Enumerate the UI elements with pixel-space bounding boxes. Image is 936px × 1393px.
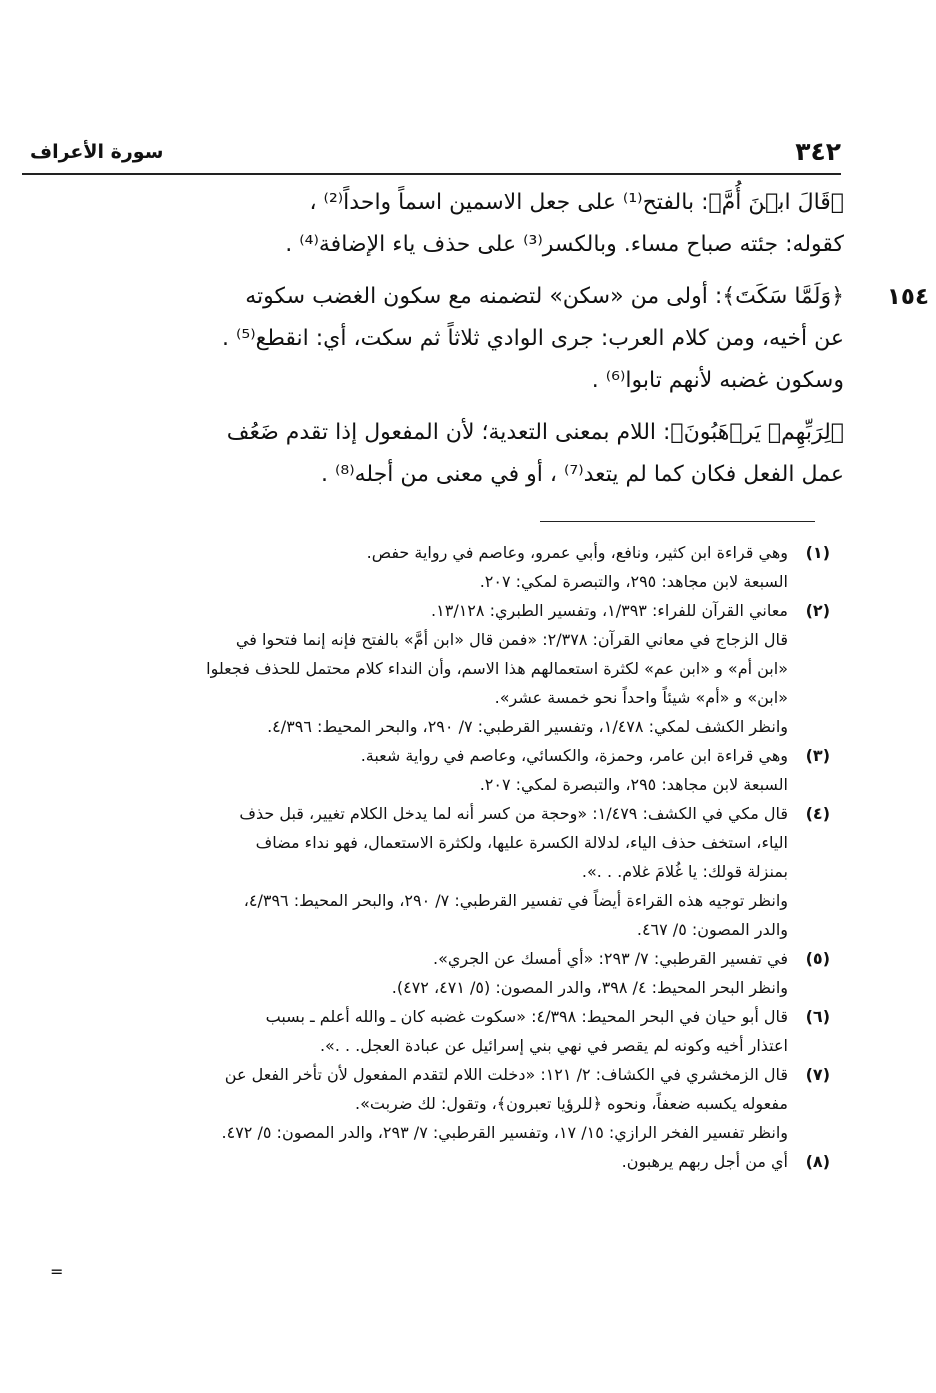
footnote-line: «ابن أم» و «ابن عم» لكثرة استعمالهم هذا الاسم، وأن النداء كلام محتمل للحذف فجعلوا (206, 659, 788, 678)
footnote-line: السبعة لابن مجاهد: ٢٩٥، والتبصرة لمكي: ٢٠٧. (479, 775, 788, 794)
commentary-paragraph (55, 276, 929, 402)
verse-number: ١٥٤ (886, 284, 929, 310)
footnote-number: (٨) (805, 1152, 830, 1171)
footnote-line: وانظر الكشف لمكي: ١/٤٧٨، وتفسير القرطبي: ٧/ ٢٩٠، والبحر المحيط: ٤/٣٩٦. (267, 717, 788, 736)
footnote-line: والدر المصون: ٥/ ٤٦٧. (636, 920, 788, 939)
commentary-line: ﴿قَالَ ابۡنَ أُمَّ﴾: بالفتح⁽¹⁾ على جعل الاسمين اسماً واحداً⁽²⁾ ، (309, 190, 844, 215)
commentary-line (55, 276, 929, 318)
commentary-paragraph (55, 412, 844, 496)
footnote-divider (540, 521, 815, 522)
footnote-line: وهي قراءة ابن عامر، وحمزة، والكسائي، وعاصم في رواية شعبة. (360, 746, 788, 765)
footnote (55, 741, 830, 799)
page-header (22, 135, 841, 175)
footnote (55, 1002, 830, 1060)
footnote-line: بمنزلة قولك: يا غُلامَ غلام. . .». (581, 862, 788, 881)
footnote-line: مفعوله يكسبه ضعفاً، ونحوه ﴿للرؤيا تعبرون﴾، وتقول: لك ضربت». (355, 1094, 788, 1113)
footnote-number: (٥) (805, 949, 830, 968)
footnote-number: (٣) (805, 746, 830, 765)
footnote-line: في تفسير القرطبي: ٧/ ٢٩٣: «أي أمسك عن الجري». (433, 949, 788, 968)
footnote-line: وانظر تفسير الفخر الرازي: ١٥/ ١٧، وتفسير القرطبي: ٧/ ٢٩٣، والدر المصون: ٥/ ٤٧٢. (221, 1123, 788, 1142)
page-number: ٣٤٢ (795, 137, 841, 166)
footnote-number: (٦) (805, 1007, 830, 1026)
footnotes (55, 538, 830, 1176)
footnote-number: (٧) (805, 1065, 830, 1084)
footnote-number: (٢) (805, 601, 830, 620)
commentary-line: عن أخيه، ومن كلام العرب: جرى الوادي ثلاثاً ثم سكت، أي: انقطع⁽⁵⁾ . (222, 326, 844, 351)
footnote-line: السبعة لابن مجاهد: ٢٩٥، والتبصرة لمكي: ٢٠٧. (479, 572, 788, 591)
footnote-line: قال الزجاج في معاني القرآن: ٢/٣٧٨: «فمن قال «ابن أمَّ» بالفتح فإنه إنما فتحوا في (235, 630, 788, 649)
footnote-line: قال مكي في الكشف: ١/٤٧٩: «وحجة من كسر أنه لما يدخل الكلام تغيير، قبل حذف (239, 804, 788, 823)
footnote-line: قال الزمخشري في الكشاف: ٢/ ١٢١: «دخلت اللام لتقدم المفعول لأن تأخر الفعل عن (224, 1065, 788, 1084)
footnote-line: وهي قراءة ابن كثير، ونافع، وأبي عمرو، وعاصم في رواية حفص. (366, 543, 788, 562)
commentary-line-text: ﴿وَلَمَّا سَكَتَ﴾: أولى من «سكن» لتضمنه مع سكون الغضب سكوته (245, 284, 844, 309)
footnote-number: (٤) (805, 804, 830, 823)
footnote-line: «ابن» و «أم» شيئاً واحداً نحو خمسة عشر». (494, 688, 788, 707)
footnote (55, 799, 830, 944)
footnote-number: (١) (805, 543, 830, 562)
footnote-line: الياء، استخف حذف الياء، لدلالة الكسرة عليها، ولكثرة الاستعمال، فهو نداء مضاف (255, 833, 788, 852)
main-commentary (55, 182, 929, 506)
footnote-line: وانظر توجيه هذه القراءة أيضاً في تفسير القرطبي: ٧/ ٢٩٠، والبحر المحيط: ٤/٣٩٦، (243, 891, 788, 910)
footnote-line: معاني القرآن للفراء: ١/٣٩٣، وتفسير الطبري: ١٣/١٢٨. (431, 601, 788, 620)
footnote-line: قال أبو حيان في البحر المحيط: ٤/٣٩٨: «سكوت غضبه كان ـ والله أعلم ـ بسبب (265, 1007, 788, 1026)
footnote (55, 1060, 830, 1147)
commentary-line: وسكون غضبه لأنهم تابوا⁽⁶⁾ . (591, 368, 844, 393)
footnote (55, 596, 830, 741)
footnote-line: وانظر البحر المحيط: ٤/ ٣٩٨، والدر المصون: (٥/ ٤٧١، ٤٧٢). (391, 978, 788, 997)
commentary-line: عمل الفعل فكان كما لم يتعد⁽⁷⁾ ، أو في معنى من أجله⁽⁸⁾ . (321, 462, 844, 487)
commentary-paragraph (55, 182, 844, 266)
footnote (55, 1147, 830, 1176)
surah-title: سورة الأعراف (30, 141, 164, 163)
footnote (55, 944, 830, 1002)
footnote-line: اعتذار أخيه وكونه لم يقصر في نهي بني إسرائيل عن عبادة العجل. . .». (319, 1036, 788, 1055)
footnote (55, 538, 830, 596)
page-end-mark: = (50, 1262, 64, 1281)
footnote-line: أي من أجل ربهم يرهبون. (621, 1152, 788, 1171)
commentary-line: ﴿لِرَبِّهِمۡ يَرۡهَبُونَ﴾: اللام بمعنى التعدية؛ لأن المفعول إذا تقدم ضَعُف (226, 420, 844, 445)
commentary-line: كقوله: جئته صباح مساء. وبالكسر⁽³⁾ على حذف ياء الإضافة⁽⁴⁾ . (285, 232, 844, 257)
